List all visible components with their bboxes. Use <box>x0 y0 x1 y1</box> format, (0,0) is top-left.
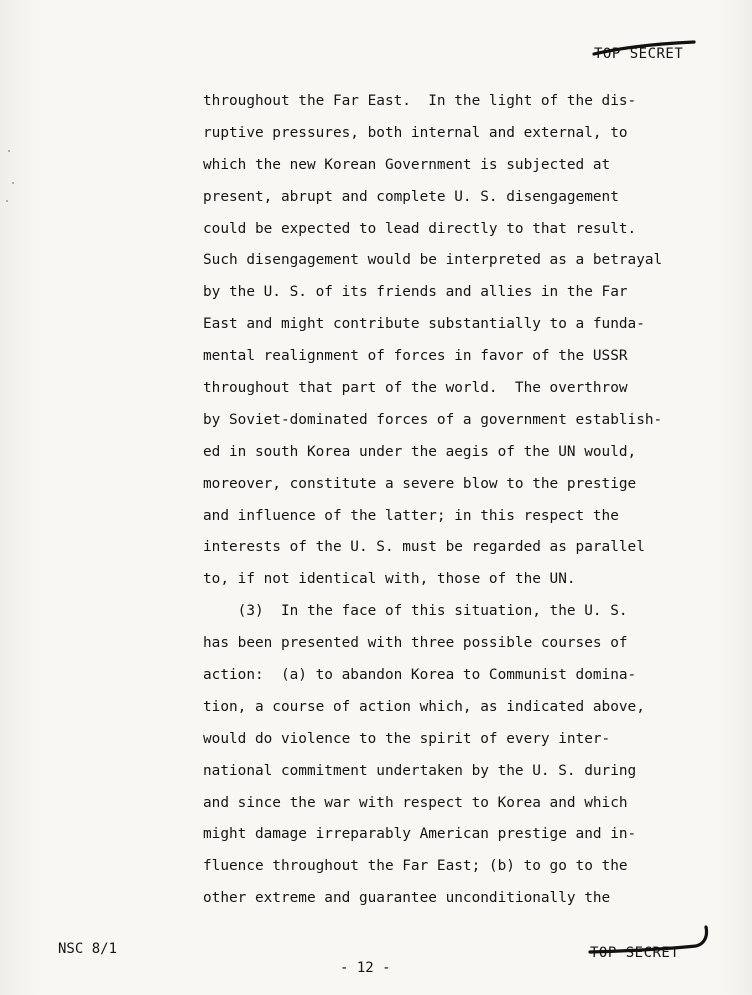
text-line: action: (a) to abandon Korea to Communist domina- <box>203 667 637 684</box>
text-line: throughout that part of the world. The overthrow <box>203 380 628 397</box>
body-text-block <box>203 86 723 915</box>
text-line: tion, a course of action which, as indicated above, <box>203 698 645 715</box>
bottom-classification-marking <box>590 945 679 961</box>
text-line: ruptive pressures, both internal and external, to <box>203 124 628 141</box>
text-line: which the new Korean Government is subjected at <box>203 156 611 173</box>
document-id: NSC 8/1 <box>58 941 118 957</box>
scan-speck <box>12 182 14 184</box>
text-line: (3) In the face of this situation, the U. S. <box>203 603 628 620</box>
page-number: - 12 - <box>340 960 391 976</box>
scan-speck <box>8 150 10 152</box>
top-classification-marking <box>594 46 683 62</box>
text-line: fluence throughout the Far East; (b) to go to the <box>203 858 628 875</box>
text-line: might damage irreparably American prestige and in- <box>203 826 637 843</box>
text-line: by the U. S. of its friends and allies in the Far <box>203 284 628 301</box>
text-line: national commitment undertaken by the U. S. during <box>203 762 637 779</box>
classification-text: TOP SECRET <box>590 945 680 961</box>
text-line: other extreme and guarantee unconditionally the <box>203 890 611 907</box>
text-line: and since the war with respect to Korea and which <box>203 794 628 811</box>
text-line: and influence of the latter; in this respect the <box>203 507 619 524</box>
text-line: present, abrupt and complete U. S. disengagement <box>203 188 619 205</box>
text-line: throughout the Far East. In the light of the dis- <box>203 93 637 109</box>
classification-text: TOP SECRET <box>594 46 684 62</box>
scan-speck <box>6 200 8 202</box>
text-line: could be expected to lead directly to that result. <box>203 220 637 237</box>
text-line: would do violence to the spirit of every inter- <box>203 730 611 747</box>
text-line: has been presented with three possible courses of <box>203 635 628 652</box>
text-line: to, if not identical with, those of the UN. <box>203 571 576 588</box>
text-line: East and might contribute substantially to a funda- <box>203 316 645 333</box>
text-line: interests of the U. S. must be regarded as parallel <box>203 539 645 556</box>
text-line: by Soviet-dominated forces of a government establish- <box>203 411 663 428</box>
text-line: mental realignment of forces in favor of the USSR <box>203 348 628 365</box>
text-line: ed in south Korea under the aegis of the UN would, <box>203 443 637 460</box>
text-line: Such disengagement would be interpreted as a betrayal <box>203 252 663 269</box>
text-line: moreover, constitute a severe blow to the prestige <box>203 475 637 492</box>
